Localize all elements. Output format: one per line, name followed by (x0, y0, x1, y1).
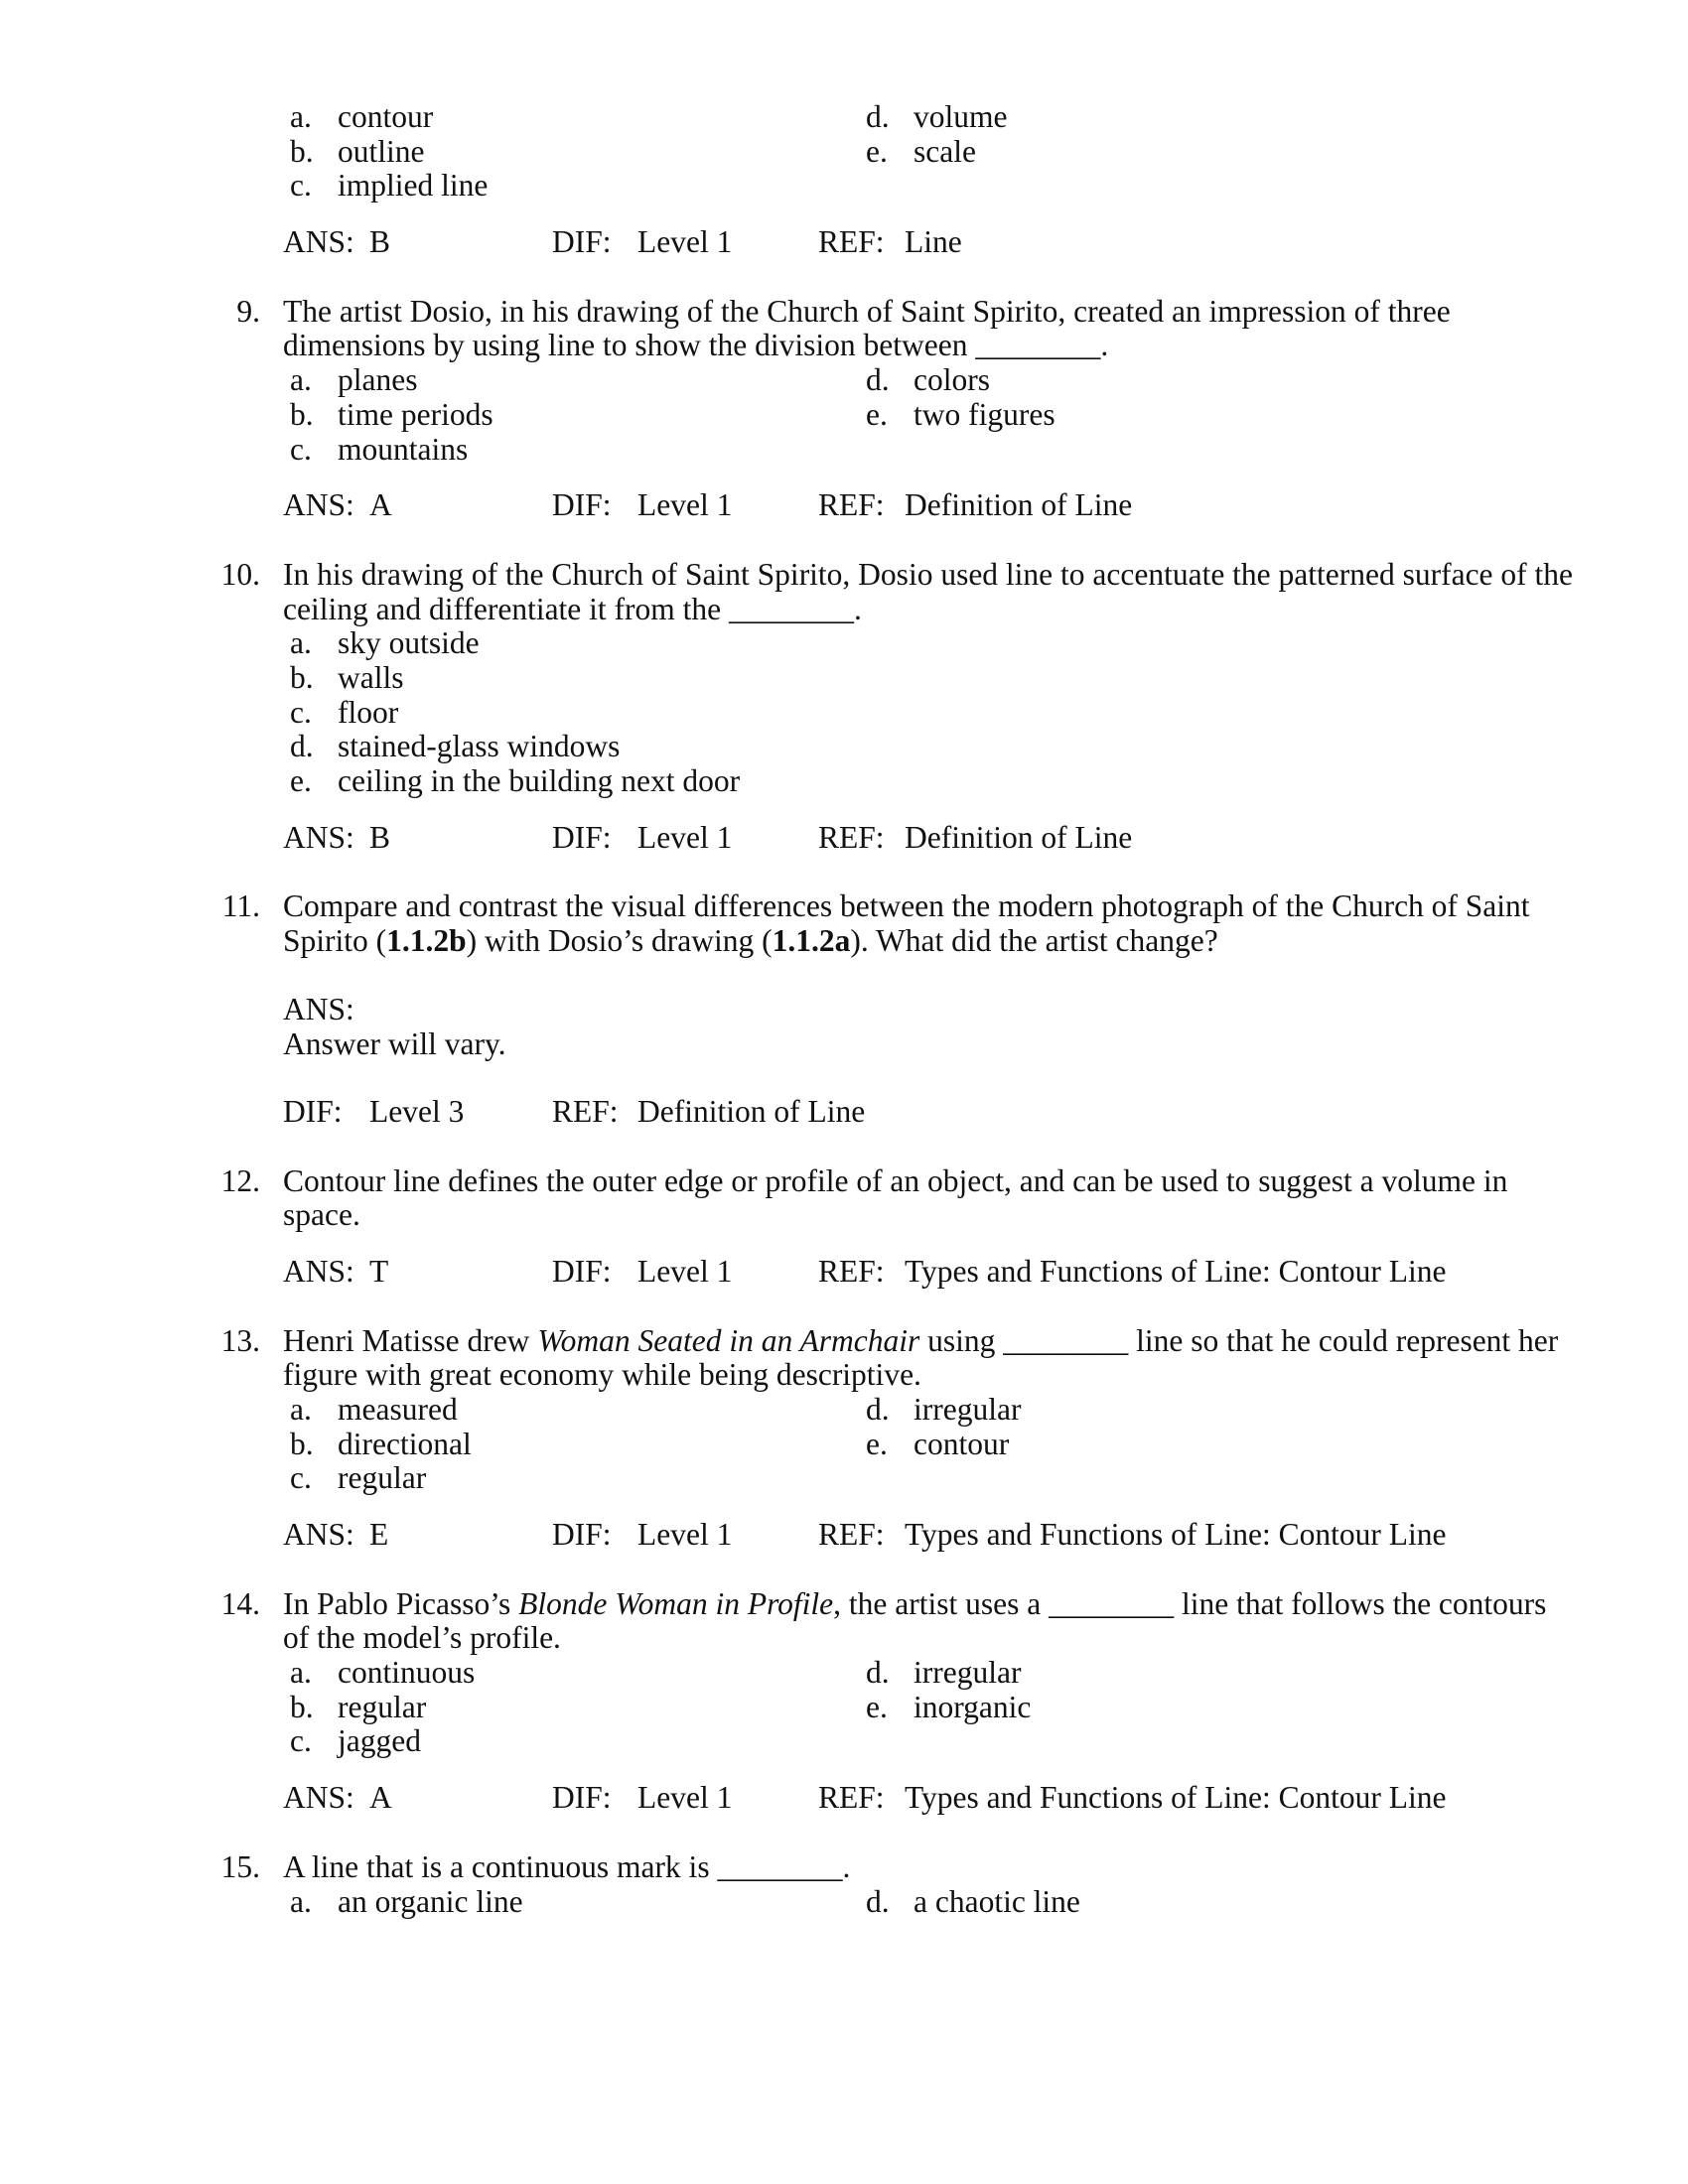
stem-text: Spirito ( (283, 923, 387, 959)
option-letter: b. (290, 133, 314, 169)
option-text: planes (338, 362, 418, 398)
question-item (0, 295, 1688, 523)
option-letter: d. (866, 99, 890, 134)
answer-meta (0, 1781, 1688, 1816)
question-item (0, 558, 1688, 856)
difficulty: Level 1 (637, 1253, 733, 1289)
option-text: inorganic (914, 1689, 1032, 1724)
option-letter: a. (290, 1655, 312, 1691)
question-number: 14. (220, 1585, 260, 1621)
option-letter: e. (866, 133, 888, 169)
option-text: directional (338, 1426, 472, 1461)
ref-label: REF: (818, 1780, 885, 1816)
option-text: mountains (338, 431, 469, 467)
answer-key: A (369, 1780, 392, 1816)
dif-label: DIF: (552, 1253, 612, 1289)
dif-label: DIF: (552, 487, 612, 523)
ans-label: ANS: (283, 1517, 354, 1552)
dif-label: DIF: (552, 1780, 612, 1816)
option-text: measured (338, 1391, 458, 1427)
question-item (0, 100, 1688, 260)
option-text: sky outside (338, 625, 480, 661)
stem-line (0, 1850, 1688, 1885)
stem-line (0, 329, 1688, 363)
answer-key: A (369, 487, 392, 523)
difficulty: Level 3 (369, 1093, 465, 1129)
option-letter: d. (866, 1391, 890, 1427)
option-letter: b. (290, 396, 314, 432)
option-row (0, 696, 1688, 731)
option-row (0, 100, 1688, 135)
stem-line (0, 1324, 1688, 1359)
answer-key: T (369, 1253, 389, 1289)
ans-label: ANS: (283, 1253, 354, 1289)
option-letter: c. (290, 431, 312, 467)
option-row (0, 433, 1688, 468)
option-row (0, 1656, 1688, 1691)
ref-label: REF: (818, 1253, 885, 1289)
option-letter: c. (290, 1723, 312, 1759)
option-row (0, 764, 1688, 799)
option-text: ceiling in the building next door (338, 763, 741, 798)
italic-title: Blonde Woman in Profile (518, 1585, 834, 1621)
question-number: 11. (221, 888, 260, 924)
question-item (0, 1587, 1688, 1816)
stem-text: space. (283, 1197, 360, 1233)
question-stem (0, 1324, 1688, 1393)
option-text: walls (338, 659, 404, 695)
question-number: 15. (220, 1848, 260, 1884)
option-row (0, 1691, 1688, 1725)
reference: Line (905, 224, 962, 260)
dif-label: DIF: (283, 1093, 343, 1129)
stem-text: In Pablo Picasso’s (283, 1585, 519, 1621)
option-text: continuous (338, 1655, 476, 1691)
answer-label: ANS: (283, 992, 354, 1027)
question-item (0, 1850, 1688, 1919)
option-row (0, 1393, 1688, 1428)
stem-line (0, 1587, 1688, 1622)
question-stem (0, 1164, 1688, 1233)
stem-text: The artist Dosio, in his drawing of the Church of Saint Spirito, created an impression of three (283, 293, 1451, 329)
reference: Definition of Line (905, 819, 1133, 855)
stem-line (0, 1621, 1688, 1656)
ans-label: ANS: (283, 224, 354, 260)
option-letter: a. (290, 1883, 312, 1919)
option-row (0, 169, 1688, 204)
option-letter: d. (866, 362, 890, 398)
option-row (0, 730, 1688, 764)
question-number: 9. (236, 293, 260, 329)
option-row (0, 398, 1688, 433)
ref-label: REF: (818, 819, 885, 855)
option-letter: b. (290, 659, 314, 695)
stem-text: Compare and contrast the visual differences between the modern photograph of the Church of Saint (283, 888, 1530, 924)
stem-text: In his drawing of the Church of Saint Spirito, Dosio used line to accentuate the patterned surface of the (283, 556, 1574, 592)
option-letter: b. (290, 1426, 314, 1461)
option-text: stained-glass windows (338, 729, 621, 764)
option-letter: a. (290, 1391, 312, 1427)
question-number: 13. (220, 1322, 260, 1358)
option-text: two figures (914, 396, 1055, 432)
ans-label: ANS: (283, 819, 354, 855)
question-number: 12. (220, 1162, 260, 1198)
question-item (0, 1324, 1688, 1553)
option-text: time periods (338, 396, 493, 432)
answer-key: B (369, 819, 391, 855)
option-letter: e. (866, 1426, 888, 1461)
option-text: regular (338, 1460, 427, 1496)
essay-answer (0, 993, 1688, 1061)
difficulty: Level 1 (637, 1517, 733, 1552)
stem-line (0, 593, 1688, 627)
option-letter: a. (290, 99, 312, 134)
question-stem (0, 558, 1688, 626)
stem-text: ). What did the artist change? (850, 923, 1218, 959)
option-letter: e. (866, 396, 888, 432)
answer-meta (0, 225, 1688, 260)
option-text: scale (914, 133, 976, 169)
reference: Types and Functions of Line: Contour Line (905, 1780, 1447, 1816)
answer-meta (0, 821, 1688, 856)
option-letter: b. (290, 1689, 314, 1724)
stem-text: dimensions by using line to show the division between ________. (283, 328, 1109, 363)
answer-text: Answer will vary. (283, 1026, 506, 1062)
ref-label: REF: (552, 1093, 619, 1129)
question-item (0, 889, 1688, 1129)
ref-label: REF: (818, 224, 885, 260)
difficulty: Level 1 (637, 487, 733, 523)
option-letter: d. (290, 729, 314, 764)
option-row (0, 1428, 1688, 1462)
reference: Definition of Line (905, 487, 1133, 523)
answer-meta (0, 1255, 1688, 1290)
difficulty: Level 1 (637, 1780, 733, 1816)
stem-text: A line that is a continuous mark is ________. (283, 1848, 851, 1884)
option-text: colors (914, 362, 990, 398)
answer-meta (0, 1518, 1688, 1553)
question-number: 10. (220, 556, 260, 592)
difficulty: Level 1 (637, 224, 733, 260)
question-item (0, 1164, 1688, 1290)
stem-line (0, 558, 1688, 593)
option-row (0, 1885, 1688, 1920)
option-text: regular (338, 1689, 427, 1724)
option-text: an organic line (338, 1883, 523, 1919)
option-row (0, 1461, 1688, 1496)
stem-line (0, 295, 1688, 330)
option-text: a chaotic line (914, 1883, 1080, 1919)
stem-text: Henri Matisse drew (283, 1322, 538, 1358)
dif-label: DIF: (552, 224, 612, 260)
option-letter: d. (866, 1883, 890, 1919)
option-text: contour (914, 1426, 1010, 1461)
option-row (0, 363, 1688, 398)
ref-label: REF: (818, 487, 885, 523)
answer-key: E (369, 1517, 389, 1552)
stem-line (0, 1164, 1688, 1199)
option-text: irregular (914, 1391, 1022, 1427)
difficulty: Level 1 (637, 819, 733, 855)
option-row (0, 626, 1688, 661)
reference: Definition of Line (637, 1093, 866, 1129)
stem-line (0, 1198, 1688, 1233)
dif-label: DIF: (552, 1517, 612, 1552)
dif-label: DIF: (552, 819, 612, 855)
option-letter: c. (290, 168, 312, 204)
stem-text: figure with great economy while being descriptive. (283, 1357, 921, 1393)
option-text: implied line (338, 168, 489, 204)
reference: Types and Functions of Line: Contour Line (905, 1517, 1447, 1552)
option-text: jagged (338, 1723, 421, 1759)
figure-ref: 1.1.2b (386, 923, 467, 959)
test-bank-page (0, 100, 1688, 1954)
option-letter: a. (290, 362, 312, 398)
stem-line (0, 1358, 1688, 1393)
question-stem (0, 1850, 1688, 1885)
reference: Types and Functions of Line: Contour Line (905, 1253, 1447, 1289)
stem-text: , the artist uses a ________ line that follows the contours (833, 1585, 1547, 1621)
stem-line (0, 889, 1688, 924)
option-letter: e. (290, 763, 312, 798)
option-text: volume (914, 99, 1008, 134)
stem-text: Contour line defines the outer edge or profile of an object, and can be used to suggest a volume in (283, 1162, 1508, 1198)
option-letter: d. (866, 1655, 890, 1691)
option-row (0, 135, 1688, 170)
ans-label: ANS: (283, 487, 354, 523)
question-stem (0, 1587, 1688, 1656)
answer-meta (0, 1095, 1688, 1130)
ref-label: REF: (818, 1517, 885, 1552)
option-letter: c. (290, 694, 312, 730)
option-row (0, 1724, 1688, 1759)
figure-ref: 1.1.2a (772, 923, 851, 959)
option-letter: e. (866, 1689, 888, 1724)
question-stem (0, 889, 1688, 958)
answer-meta (0, 488, 1688, 523)
option-letter: c. (290, 1460, 312, 1496)
stem-text: ) with Dosio’s drawing ( (466, 923, 773, 959)
stem-text: of the model’s profile. (283, 1620, 561, 1656)
option-text: contour (338, 99, 434, 134)
stem-line (0, 924, 1688, 959)
answer-key: B (369, 224, 391, 260)
option-text: floor (338, 694, 399, 730)
option-row (0, 661, 1688, 696)
option-text: outline (338, 133, 425, 169)
option-letter: a. (290, 625, 312, 661)
italic-title: Woman Seated in an Armchair (537, 1322, 920, 1358)
stem-text: using ________ line so that he could represent her (919, 1322, 1559, 1358)
ans-label: ANS: (283, 1780, 354, 1816)
question-stem (0, 295, 1688, 363)
stem-text: ceiling and differentiate it from the ________. (283, 591, 862, 626)
option-text: irregular (914, 1655, 1022, 1691)
